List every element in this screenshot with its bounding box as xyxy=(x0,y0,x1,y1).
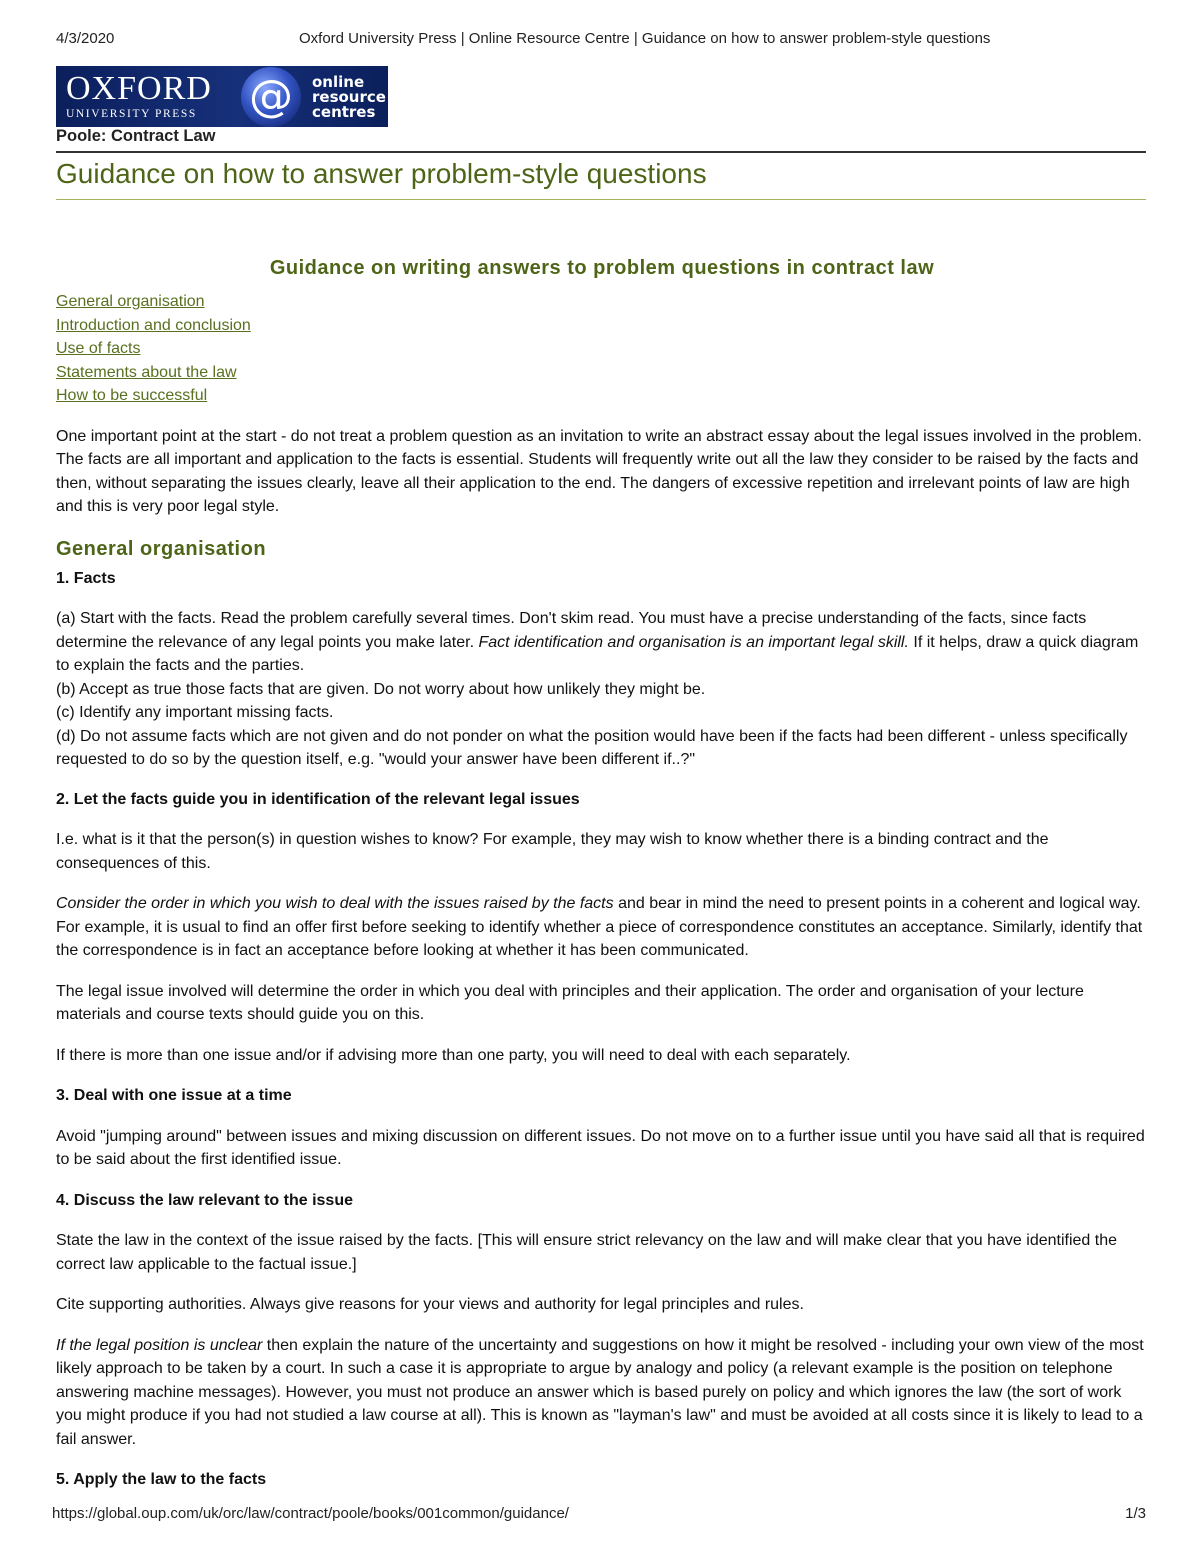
legal-issues-paragraph-3: The legal issue involved will determine the order in which you deal with principles and their application. The order and organisation of your lecture materials and course texts should guide you on this. xyxy=(56,982,1084,1023)
main-content xyxy=(56,256,1148,1509)
legal-issues-paragraph-1: I.e. what is it that the person(s) in question wishes to know? For example, they may wish to know whether there is a binding contract and the consequences of this. xyxy=(56,831,1049,872)
facts-item-c: (c) Identify any important missing facts. xyxy=(56,704,334,721)
discuss-law-text: then explain the nature of the uncertainty and suggestions on how it might be resolved - including your own view of the most likely approach to be taken by a court. In such a case it is appropriate to argue by analogy and policy (a relevant example is the position on telephone answering machine messages). However, you must not produce an answer which is based purely on policy and which ignores the law (the sort of work you might produce if you had not studied a law course at all). This is known as "layman's law" and must be avoided at all costs since it is likely to lead to a fail answer. xyxy=(56,1336,1144,1448)
at-sign-icon xyxy=(238,66,304,127)
print-page-number: 1/3 xyxy=(1125,1505,1146,1522)
book-title: Poole: Contract Law xyxy=(56,127,216,145)
facts-list xyxy=(56,607,1148,772)
facts-item-a xyxy=(56,607,1148,678)
oup-orc-logo[interactable] xyxy=(56,66,388,127)
subsection-heading-discuss-law: 4. Discuss the law relevant to the issue xyxy=(56,1191,353,1209)
facts-a-text-1: (a) Start with the facts. Read the problem carefully several times. Don't skim read. You must have a precise understanding of the facts, since facts determine the relevance of any legal points you make later. xyxy=(56,610,1087,651)
discuss-law-paragraph-3 xyxy=(56,1334,1148,1452)
table-of-contents xyxy=(56,290,1148,408)
print-date: 4/3/2020 xyxy=(56,30,115,47)
toc-link-use-of-facts[interactable]: Use of facts xyxy=(56,340,141,357)
subsection-heading-apply-law: 5. Apply the law to the facts xyxy=(56,1471,267,1488)
legal-issues-paragraph-2 xyxy=(56,892,1148,963)
intro-paragraph: One important point at the start - do not treat a problem question as an invitation to write an abstract essay about the legal issues involved in the problem. The facts are all important and application to the facts is essential. Students will frequently write out all the law they consider to be raised by the facts and then, without separating the issues clearly, leave all their application to the end. The dangers of excessive repetition and irrelevant points of law are high and this is very poor legal style. xyxy=(56,427,1142,515)
print-url: https://global.oup.com/uk/orc/law/contract/poole/books/001common/guidance/ xyxy=(52,1505,569,1522)
legal-issues-text: and bear in mind the need to present points in a coherent and logical way. For example, it is usual to find an offer first before seeking to identify whether a piece of correspondence constitutes an acceptance. Similarly, identify that the correspondence is in fact an acceptance before looking at whether it has been communicated. xyxy=(56,895,1143,959)
orc-line-1: online xyxy=(312,73,365,91)
header-divider xyxy=(56,151,1146,153)
discuss-law-emphasis: If the legal position is unclear xyxy=(56,1336,263,1354)
subsection-heading-one-issue: 3. Deal with one issue at a time xyxy=(56,1087,292,1104)
oxford-wordmark xyxy=(56,70,238,120)
orc-line-2: resource xyxy=(312,88,386,106)
print-header xyxy=(56,30,1146,50)
facts-item-d: (d) Do not assume facts which are not given and do not ponder on what the position would have been if the facts had been different - unless specifically requested to do so by the question itself, e.g. "would your answer have been different if..?" xyxy=(56,727,1128,768)
facts-a-text-2: If it helps, draw a quick diagram to explain the facts and the parties. xyxy=(56,633,1139,674)
section-heading-general-organisation: General organisation xyxy=(56,537,267,560)
subsection-heading-facts: 1. Facts xyxy=(56,569,116,587)
toc-link-how-to-be-successful[interactable]: How to be successful xyxy=(56,387,208,404)
one-issue-paragraph: Avoid "jumping around" between issues and mixing discussion on different issues. Do not move on to a further issue until you have said all that is required to be said about the first identified issue. xyxy=(56,1127,1145,1168)
subheading: Guidance on writing answers to problem questions in contract law xyxy=(269,257,935,279)
discuss-law-paragraph-2: Cite supporting authorities. Always give reasons for your views and authority for legal principles and rules. xyxy=(56,1296,804,1313)
facts-item-b: (b) Accept as true those facts that are given. Do not worry about how unlikely they might be. xyxy=(56,680,706,698)
print-page-title: Oxford University Press | Online Resource Centre | Guidance on how to answer problem-style questions xyxy=(299,30,991,47)
print-footer xyxy=(52,1505,1146,1525)
oxford-text: OXFORD xyxy=(66,70,212,107)
legal-issues-emphasis: Consider the order in which you wish to deal with the issues raised by the facts xyxy=(56,895,614,912)
at-glyph: @ xyxy=(249,71,293,122)
subsection-heading-legal-issues: 2. Let the facts guide you in identification of the relevant legal issues xyxy=(56,790,580,808)
page-title: Guidance on how to answer problem-style questions xyxy=(56,158,707,189)
online-resource-centres-wordmark xyxy=(304,73,386,120)
toc-link-statements-about-the-law[interactable]: Statements about the law xyxy=(56,363,237,381)
discuss-law-paragraph-1: State the law in the context of the issue raised by the facts. [This will ensure strict relevancy on the law and will make clear that you have identified the correct law applicable to the factual issue.] xyxy=(56,1232,1117,1273)
orc-line-3: centres xyxy=(312,103,376,121)
legal-issues-paragraph-4: If there is more than one issue and/or if advising more than one party, you will need to deal with each separately. xyxy=(56,1046,851,1064)
facts-a-emphasis: Fact identification and organisation is an important legal skill. xyxy=(478,633,909,651)
title-divider xyxy=(56,199,1146,200)
university-press-text: UNIVERSITY PRESS xyxy=(66,108,197,120)
toc-link-general-organisation[interactable]: General organisation xyxy=(56,293,205,310)
toc-link-introduction-and-conclusion[interactable]: Introduction and conclusion xyxy=(56,316,251,334)
